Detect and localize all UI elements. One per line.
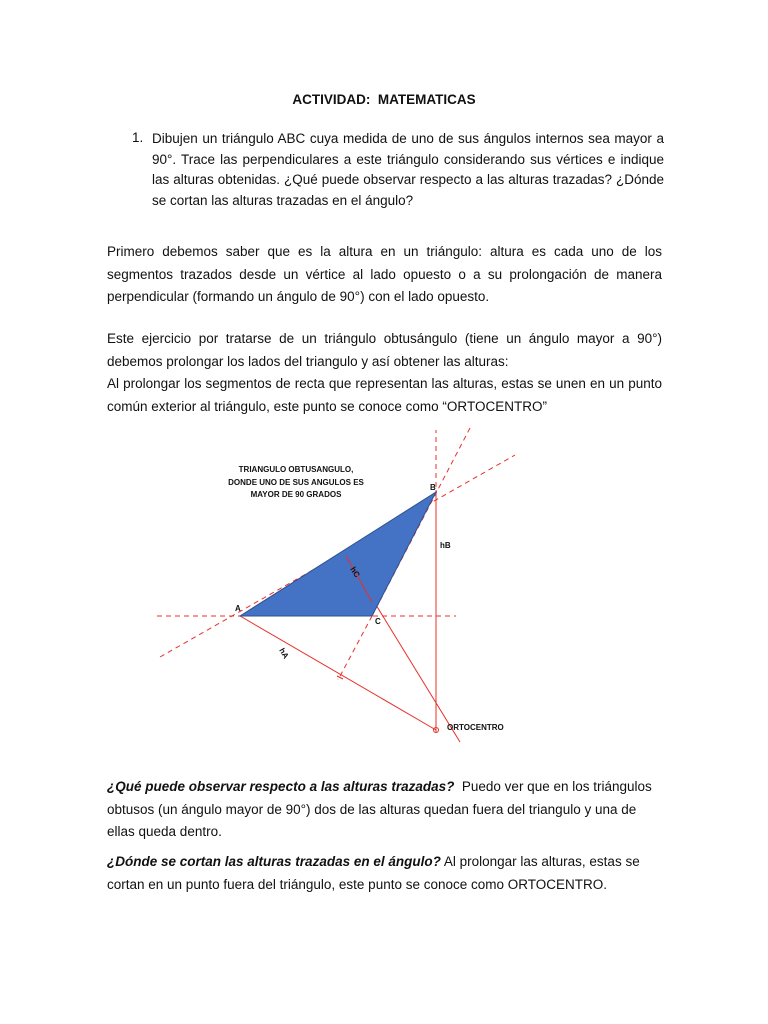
question-number: 1.	[132, 130, 144, 145]
paragraph-line: común exterior al triángulo, este punto se conoce como “ORTOCENTRO”	[107, 398, 547, 414]
paragraph-line: segmentos trazados desde un vértice al lado opuesto o a su prolongación de manera	[107, 266, 662, 282]
orthocenter-label: ORTOCENTRO	[447, 723, 504, 732]
vertex-a-label: A	[235, 604, 241, 613]
answer-question: ¿Dónde se cortan las alturas trazadas en el ángulo?	[107, 854, 441, 869]
height-b-label: hB	[440, 541, 451, 550]
answer-text: Puedo ver que en los triángulos	[454, 779, 652, 794]
paragraph-line: perpendicular (formando un ángulo de 90°) con el lado opuesto.	[107, 289, 490, 304]
answer-question: ¿Qué puede observar respecto a las alturas trazadas?	[107, 779, 455, 794]
answer-heights-observation	[107, 776, 667, 844]
vertex-b-label: B	[430, 483, 436, 492]
answer-line	[107, 851, 667, 874]
side-bc-lower-extension	[338, 616, 372, 680]
paragraph-line: Al prolongar los segmentos de recta que representan las alturas, estas se unen en un punto	[107, 376, 662, 391]
height-c-label: hC	[348, 565, 362, 580]
height-a-tick	[337, 676, 343, 679]
answer-line	[107, 776, 667, 799]
height-a-line	[240, 616, 436, 730]
obtuse-triangle	[240, 492, 436, 616]
answer-intersection	[107, 851, 667, 896]
page-title: ACTIVIDAD: MATEMATICAS	[292, 92, 476, 107]
paragraph-line: Primero debemos saber que es la altura en un triángulo: altura es cada uno de los	[107, 244, 662, 259]
answer-line: obtusos (un ángulo mayor de 90°) dos de las alturas quedan fuera del triangulo y una de	[107, 801, 637, 817]
height-a-label: hA	[277, 646, 291, 661]
vertex-c-label: C	[375, 617, 381, 626]
answer-text: Al prolongar las alturas, estas se	[440, 854, 640, 869]
paragraph-line: debemos prolongar los lados del triangulo y así obtener las alturas:	[107, 353, 509, 369]
question-text: Dibujen un triángulo ABC cuya medida de uno de sus ángulos internos sea mayor a 90°. Trace las perpendiculares a este triángulo considerando sus vértices e indique las alturas obtenidas. ¿Qué puede observar respecto a las alturas trazadas? ¿Dónde se cortan las alturas trazadas en el ángulo?	[152, 131, 664, 208]
diagram-caption: TRIANGULO OBTUSANGULO, DONDE UNO DE SUS ANGULOS ES MAYOR DE 90 GRADOS	[228, 465, 364, 499]
answer-line: cortan en un punto fuera del triángulo, este punto se conoce como ORTOCENTRO.	[107, 876, 608, 892]
paragraph-line: Este ejercicio por tratarse de un triángulo obtusángulo (tiene un ángulo mayor a 90°)	[107, 331, 662, 346]
answer-line: ellas queda dentro.	[107, 824, 222, 839]
